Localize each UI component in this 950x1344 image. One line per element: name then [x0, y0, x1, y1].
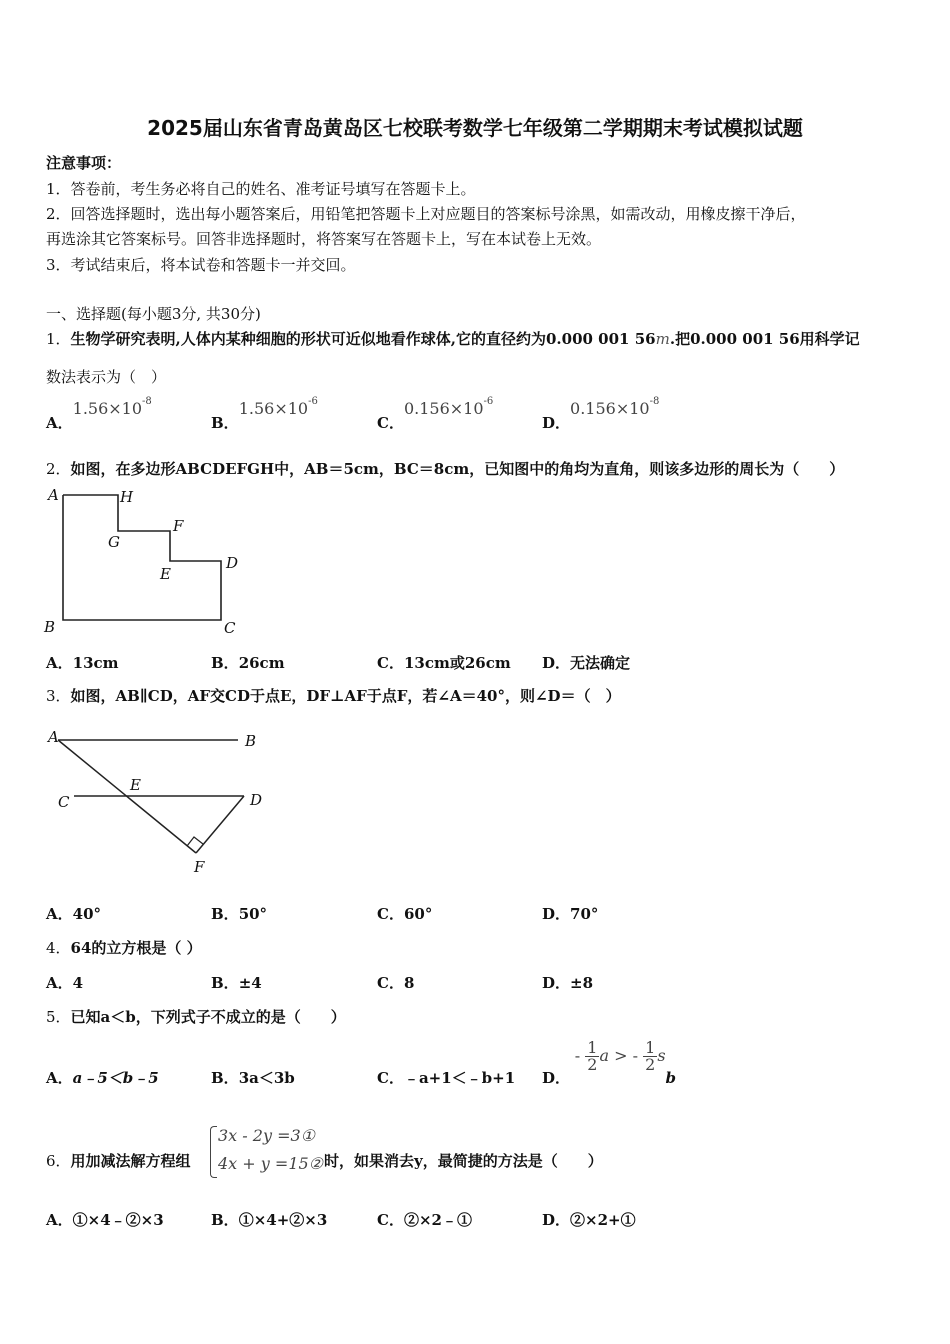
option-exponent: -6	[483, 396, 494, 407]
option-label: C．	[377, 905, 404, 923]
option-label: A．	[46, 1069, 73, 1087]
question-5	[46, 1006, 346, 1027]
option-text: 13cm	[72, 654, 119, 672]
point-label-g: G	[108, 533, 120, 551]
option-d[interactable]	[542, 1209, 636, 1230]
option-c[interactable]	[377, 1067, 515, 1088]
point-label-e: E	[130, 776, 141, 794]
point-label-c: C	[224, 619, 236, 637]
fraction-half	[643, 1040, 657, 1073]
notice-heading: 注意事项：	[46, 154, 122, 172]
option-a[interactable]	[46, 652, 119, 673]
option-text: ±4	[238, 974, 262, 992]
question-text: 时，如果消去y，最简捷的方法是（ ）	[324, 1152, 603, 1170]
question-text: 如图，在多边形ABCDEFGH中，AB＝5cm，BC＝8cm，已知图中的角均为直角，则该多边形的周长为（ ）	[70, 460, 845, 478]
option-c[interactable]	[377, 972, 414, 993]
variable-s: s	[657, 1046, 666, 1065]
option-exponent: -8	[649, 396, 660, 407]
point-label-c: C	[58, 793, 70, 811]
fraction-numerator: 1	[645, 1038, 656, 1057]
question-2	[46, 458, 844, 479]
option-label: D．	[542, 905, 571, 923]
point-label-f: F	[194, 858, 205, 876]
question-number: 2．	[46, 460, 71, 478]
equation-1: 3x - 2y =3①	[218, 1126, 316, 1145]
question-text: 生物学研究表明,人体内某种细胞的形状可近似地看作球体,它的直径约为0.000 001 56	[70, 330, 656, 348]
line-df	[196, 796, 244, 853]
option-label: A．	[46, 414, 73, 432]
option-a[interactable]	[46, 396, 152, 432]
question-text: 用加减法解方程组	[70, 1152, 191, 1170]
variable-a: a	[599, 1046, 610, 1065]
option-b[interactable]	[211, 1209, 327, 1230]
option-text: ②×2﹣①	[403, 1211, 472, 1229]
variable-b: b	[665, 1069, 677, 1087]
option-c[interactable]	[377, 652, 511, 673]
option-label: B．	[211, 974, 239, 992]
fraction-denominator: 2	[645, 1055, 656, 1074]
option-label: D．	[542, 1069, 571, 1087]
point-label-d: D	[226, 554, 239, 572]
option-value: 1.56×10	[72, 399, 143, 418]
section-heading: 一、选择题(每小题3分, 共30分)	[46, 305, 261, 323]
option-text: ±8	[570, 974, 594, 992]
option-text: 70°	[570, 905, 599, 923]
option-text: 13cm或26cm	[403, 654, 511, 672]
option-text: 26cm	[238, 654, 285, 672]
option-b[interactable]	[211, 972, 262, 993]
option-label: D．	[542, 1211, 571, 1229]
question-number: 3．	[46, 687, 71, 705]
option-d[interactable]	[542, 903, 598, 924]
point-label-f: F	[173, 517, 184, 535]
question-6-suffix	[324, 1150, 603, 1171]
option-d[interactable]	[542, 396, 660, 432]
notice-item: 1．答卷前，考生务必将自己的姓名、准考证号填写在答题卡上。	[46, 180, 476, 198]
point-label-a: A	[48, 728, 59, 746]
question-text: 如图，AB∥CD，AF交CD于点E，DF⊥AF于点F，若∠A＝40°，则∠D＝（ ）	[70, 687, 621, 705]
option-text: 无法确定	[570, 654, 631, 672]
option-b[interactable]	[211, 1067, 295, 1088]
polygon-outline	[63, 495, 221, 620]
option-d[interactable]	[542, 652, 630, 673]
option-exponent: -6	[308, 396, 318, 407]
option-c[interactable]	[377, 903, 432, 924]
option-label: A．	[46, 905, 73, 923]
notice-item: 2．回答选择题时，选出每小题答案后，用铅笔把答题卡上对应题目的答案标号涂黑，如需改动，用橡皮擦干净后，	[46, 205, 806, 223]
option-a[interactable]	[46, 1209, 164, 1230]
point-label-b: B	[245, 732, 257, 750]
question-text: .把0.000 001 56用科学记	[669, 330, 860, 348]
option-label: C．	[377, 414, 404, 432]
option-label: A．	[46, 654, 73, 672]
option-c[interactable]	[377, 1209, 472, 1230]
option-label: B．	[211, 654, 239, 672]
option-value: 1.56×10	[238, 399, 309, 418]
option-label: D．	[542, 974, 571, 992]
option-text: a﹣5＜b﹣5	[72, 1069, 159, 1087]
option-b[interactable]	[211, 396, 318, 432]
option-a[interactable]	[46, 903, 101, 924]
point-label-a: A	[48, 486, 59, 504]
option-text: 50°	[238, 905, 268, 923]
option-label: C．	[377, 1069, 404, 1087]
option-text: 4	[72, 974, 84, 992]
notice-item: 再选涂其它答案标号。回答非选择题时，将答案写在答题卡上，写在本试卷上无效。	[46, 230, 602, 248]
notice-item: 3．考试结束后，将本试卷和答题卡一并交回。	[46, 256, 356, 274]
question-number: 5．	[46, 1008, 71, 1026]
option-label: B．	[211, 1069, 239, 1087]
option-exponent: -8	[142, 396, 152, 407]
question-text: 已知a＜b，下列式子不成立的是（ ）	[70, 1008, 346, 1026]
question-6-prefix	[46, 1150, 191, 1171]
option-label: B．	[211, 1211, 239, 1229]
question-number: 6．	[46, 1152, 71, 1170]
question-text: 64的立方根是（ ）	[70, 939, 202, 957]
option-d[interactable]	[542, 1038, 677, 1087]
equation-system	[208, 1124, 326, 1180]
option-a[interactable]	[46, 1067, 159, 1088]
minus-sign: -	[632, 1046, 639, 1065]
option-label: A．	[46, 974, 73, 992]
question-4	[46, 937, 202, 958]
option-label: B．	[211, 414, 239, 432]
option-label: B．	[211, 905, 239, 923]
fraction-half	[585, 1040, 599, 1073]
option-text: ①×4+②×3	[238, 1211, 328, 1229]
page-title: 2025届山东省青岛黄岛区七校联考数学七年级第二学期期末考试模拟试题	[147, 116, 803, 140]
point-label-d: D	[250, 791, 263, 809]
fraction-numerator: 1	[587, 1038, 598, 1057]
fraction-denominator: 2	[587, 1055, 598, 1074]
option-label: C．	[377, 1211, 404, 1229]
option-label: D．	[542, 654, 571, 672]
option-label: A．	[46, 1211, 73, 1229]
option-text: 60°	[403, 905, 433, 923]
option-d[interactable]	[542, 972, 593, 993]
right-angle-mark	[187, 837, 203, 846]
option-b[interactable]	[211, 903, 267, 924]
option-c[interactable]	[377, 396, 494, 432]
option-text: ﹣a+1＜﹣b+1	[403, 1069, 516, 1087]
point-label-b: B	[44, 618, 56, 636]
option-text: ①×4﹣②×3	[72, 1211, 164, 1229]
option-text: 40°	[72, 905, 102, 923]
polygon-figure	[40, 484, 250, 644]
greater-than-sign: >	[614, 1046, 628, 1065]
option-a[interactable]	[46, 972, 83, 993]
parallel-lines-figure	[40, 722, 280, 882]
option-label: C．	[377, 654, 404, 672]
point-label-h: H	[120, 488, 134, 506]
question-1-line2: 数法表示为（ ）	[46, 368, 167, 386]
equation-2: 4x + y =15②	[218, 1154, 324, 1173]
brace	[210, 1126, 217, 1178]
question-3	[46, 685, 621, 706]
unit-label: m	[655, 330, 670, 348]
question-1	[46, 328, 860, 349]
question-number: 1．	[46, 330, 71, 348]
minus-sign: -	[574, 1046, 581, 1065]
option-text: ②×2+①	[570, 1211, 636, 1229]
option-b[interactable]	[211, 652, 285, 673]
option-value: 0.156×10	[403, 399, 484, 418]
option-value: 0.156×10	[570, 399, 650, 418]
option-text: 8	[403, 974, 415, 992]
option-label: C．	[377, 974, 404, 992]
option-text: 3a＜3b	[238, 1069, 295, 1087]
point-label-e: E	[160, 565, 171, 583]
option-label: D．	[542, 414, 571, 432]
question-number: 4．	[46, 939, 71, 957]
